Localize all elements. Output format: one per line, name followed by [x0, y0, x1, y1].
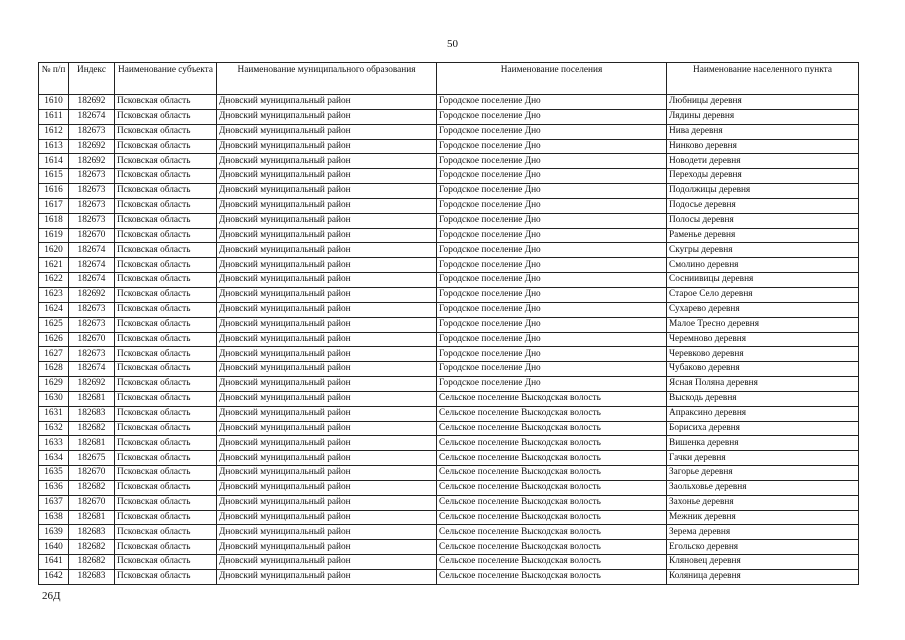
cell-municipality: Дновский муниципальный район [217, 109, 437, 124]
cell-subject: Псковская область [115, 332, 217, 347]
cell-municipality: Дновский муниципальный район [217, 213, 437, 228]
cell-municipality: Дновский муниципальный район [217, 198, 437, 213]
cell-locality: Выскодь деревня [667, 391, 859, 406]
cell-municipality: Дновский муниципальный район [217, 243, 437, 258]
cell-num: 1622 [39, 273, 69, 288]
cell-settlement: Сельское поселение Выскодская волость [437, 495, 667, 510]
cell-settlement: Сельское поселение Выскодская волость [437, 555, 667, 570]
cell-index: 182692 [69, 95, 115, 110]
cell-index: 182674 [69, 243, 115, 258]
cell-settlement: Городское поселение Дно [437, 95, 667, 110]
cell-locality: Раменье деревня [667, 228, 859, 243]
cell-subject: Псковская область [115, 451, 217, 466]
table-row [39, 362, 859, 377]
cell-index: 182675 [69, 451, 115, 466]
cell-index: 182692 [69, 154, 115, 169]
cell-index: 182681 [69, 510, 115, 525]
cell-municipality: Дновский муниципальный район [217, 184, 437, 199]
cell-index: 182692 [69, 287, 115, 302]
cell-index: 182674 [69, 273, 115, 288]
cell-locality: Новодети деревня [667, 154, 859, 169]
cell-settlement: Городское поселение Дно [437, 169, 667, 184]
cell-subject: Псковская область [115, 228, 217, 243]
cell-locality: Зерема деревня [667, 525, 859, 540]
cell-num: 1635 [39, 466, 69, 481]
cell-subject: Псковская область [115, 302, 217, 317]
cell-municipality: Дновский муниципальный район [217, 273, 437, 288]
cell-subject: Псковская область [115, 169, 217, 184]
cell-locality: Чубаково деревня [667, 362, 859, 377]
table-row [39, 154, 859, 169]
table-row [39, 139, 859, 154]
cell-locality: Загорье деревня [667, 466, 859, 481]
cell-municipality: Дновский муниципальный район [217, 480, 437, 495]
cell-municipality: Дновский муниципальный район [217, 510, 437, 525]
cell-index: 182673 [69, 124, 115, 139]
table-row [39, 510, 859, 525]
table-row [39, 332, 859, 347]
table-row [39, 555, 859, 570]
cell-num: 1621 [39, 258, 69, 273]
cell-subject: Псковская область [115, 287, 217, 302]
cell-index: 182670 [69, 495, 115, 510]
cell-settlement: Сельское поселение Выскодская волость [437, 570, 667, 585]
cell-locality: Сосниивицы деревня [667, 273, 859, 288]
cell-index: 182673 [69, 213, 115, 228]
cell-municipality: Дновский муниципальный район [217, 391, 437, 406]
header-subject: Наименование субъекта [115, 63, 217, 95]
cell-subject: Псковская область [115, 436, 217, 451]
localities-table [38, 62, 859, 585]
cell-num: 1625 [39, 317, 69, 332]
table-row [39, 302, 859, 317]
cell-num: 1614 [39, 154, 69, 169]
cell-locality: Захонье деревня [667, 495, 859, 510]
cell-locality: Коляница деревня [667, 570, 859, 585]
cell-settlement: Городское поселение Дно [437, 228, 667, 243]
cell-settlement: Городское поселение Дно [437, 347, 667, 362]
cell-num: 1641 [39, 555, 69, 570]
cell-index: 182682 [69, 540, 115, 555]
cell-num: 1631 [39, 406, 69, 421]
cell-municipality: Дновский муниципальный район [217, 421, 437, 436]
cell-municipality: Дновский муниципальный район [217, 347, 437, 362]
cell-num: 1615 [39, 169, 69, 184]
cell-num: 1610 [39, 95, 69, 110]
cell-settlement: Городское поселение Дно [437, 109, 667, 124]
cell-municipality: Дновский муниципальный район [217, 95, 437, 110]
cell-settlement: Городское поселение Дно [437, 154, 667, 169]
cell-num: 1632 [39, 421, 69, 436]
table-row [39, 570, 859, 585]
header-municipality: Наименование муниципального образования [217, 63, 437, 95]
cell-num: 1617 [39, 198, 69, 213]
cell-index: 182674 [69, 109, 115, 124]
table-row [39, 317, 859, 332]
cell-num: 1612 [39, 124, 69, 139]
cell-subject: Псковская область [115, 362, 217, 377]
cell-locality: Подолжицы деревня [667, 184, 859, 199]
cell-municipality: Дновский муниципальный район [217, 406, 437, 421]
cell-index: 182683 [69, 406, 115, 421]
cell-subject: Псковская область [115, 317, 217, 332]
cell-settlement: Городское поселение Дно [437, 124, 667, 139]
cell-index: 182673 [69, 347, 115, 362]
table-row [39, 525, 859, 540]
cell-municipality: Дновский муниципальный район [217, 436, 437, 451]
table-row [39, 377, 859, 392]
cell-subject: Псковская область [115, 540, 217, 555]
cell-municipality: Дновский муниципальный район [217, 332, 437, 347]
cell-num: 1640 [39, 540, 69, 555]
table-row [39, 480, 859, 495]
cell-locality: Подосье деревня [667, 198, 859, 213]
cell-locality: Нива деревня [667, 124, 859, 139]
cell-subject: Псковская область [115, 347, 217, 362]
table-row [39, 406, 859, 421]
cell-settlement: Сельское поселение Выскодская волость [437, 436, 667, 451]
cell-settlement: Городское поселение Дно [437, 213, 667, 228]
cell-settlement: Городское поселение Дно [437, 243, 667, 258]
cell-locality: Ясная Поляна деревня [667, 377, 859, 392]
cell-subject: Псковская область [115, 555, 217, 570]
cell-index: 182673 [69, 317, 115, 332]
cell-settlement: Сельское поселение Выскодская волость [437, 510, 667, 525]
cell-locality: Переходы деревня [667, 169, 859, 184]
table-row [39, 198, 859, 213]
cell-index: 182673 [69, 198, 115, 213]
cell-locality: Сухарево деревня [667, 302, 859, 317]
cell-settlement: Городское поселение Дно [437, 362, 667, 377]
table-row [39, 184, 859, 199]
cell-index: 182673 [69, 302, 115, 317]
cell-locality: Вишенка деревня [667, 436, 859, 451]
table-row [39, 436, 859, 451]
cell-num: 1628 [39, 362, 69, 377]
table-row [39, 258, 859, 273]
cell-num: 1611 [39, 109, 69, 124]
cell-num: 1630 [39, 391, 69, 406]
cell-num: 1616 [39, 184, 69, 199]
cell-settlement: Городское поселение Дно [437, 273, 667, 288]
table-row [39, 466, 859, 481]
cell-settlement: Городское поселение Дно [437, 139, 667, 154]
cell-locality: Нинково деревня [667, 139, 859, 154]
cell-settlement: Сельское поселение Выскодская волость [437, 391, 667, 406]
cell-subject: Псковская область [115, 273, 217, 288]
cell-locality: Заольховье деревня [667, 480, 859, 495]
cell-settlement: Городское поселение Дно [437, 377, 667, 392]
cell-locality: Любницы деревня [667, 95, 859, 110]
cell-locality: Полосы деревня [667, 213, 859, 228]
cell-subject: Псковская область [115, 466, 217, 481]
cell-municipality: Дновский муниципальный район [217, 451, 437, 466]
cell-num: 1627 [39, 347, 69, 362]
cell-subject: Псковская область [115, 570, 217, 585]
cell-municipality: Дновский муниципальный район [217, 525, 437, 540]
cell-subject: Псковская область [115, 510, 217, 525]
table-row [39, 213, 859, 228]
table-body [39, 95, 859, 585]
table-row [39, 347, 859, 362]
cell-subject: Псковская область [115, 109, 217, 124]
cell-subject: Псковская область [115, 139, 217, 154]
cell-num: 1619 [39, 228, 69, 243]
cell-municipality: Дновский муниципальный район [217, 317, 437, 332]
cell-subject: Псковская область [115, 258, 217, 273]
cell-settlement: Сельское поселение Выскодская волость [437, 466, 667, 481]
cell-index: 182670 [69, 332, 115, 347]
cell-settlement: Сельское поселение Выскодская волость [437, 540, 667, 555]
cell-settlement: Сельское поселение Выскодская волость [437, 451, 667, 466]
cell-locality: Межник деревня [667, 510, 859, 525]
header-locality: Наименование населенного пункта [667, 63, 859, 95]
cell-num: 1624 [39, 302, 69, 317]
cell-settlement: Городское поселение Дно [437, 287, 667, 302]
cell-num: 1626 [39, 332, 69, 347]
cell-subject: Псковская область [115, 184, 217, 199]
cell-num: 1613 [39, 139, 69, 154]
cell-index: 182682 [69, 421, 115, 436]
table-row [39, 124, 859, 139]
cell-settlement: Сельское поселение Выскодская волость [437, 421, 667, 436]
cell-num: 1634 [39, 451, 69, 466]
cell-subject: Псковская область [115, 95, 217, 110]
table-row [39, 109, 859, 124]
cell-subject: Псковская область [115, 480, 217, 495]
cell-index: 182670 [69, 228, 115, 243]
header-num: № п/п [39, 63, 69, 95]
page-number: 50 [447, 38, 458, 50]
cell-num: 1642 [39, 570, 69, 585]
cell-settlement: Городское поселение Дно [437, 302, 667, 317]
cell-municipality: Дновский муниципальный район [217, 362, 437, 377]
cell-locality: Черемново деревня [667, 332, 859, 347]
cell-subject: Псковская область [115, 495, 217, 510]
cell-subject: Псковская область [115, 198, 217, 213]
cell-locality: Егольско деревня [667, 540, 859, 555]
cell-num: 1639 [39, 525, 69, 540]
cell-locality: Малое Тресно деревня [667, 317, 859, 332]
cell-settlement: Сельское поселение Выскодская волость [437, 480, 667, 495]
cell-index: 182673 [69, 169, 115, 184]
cell-index: 182681 [69, 436, 115, 451]
table-row [39, 421, 859, 436]
table-row [39, 287, 859, 302]
cell-subject: Псковская область [115, 525, 217, 540]
cell-index: 182682 [69, 555, 115, 570]
cell-locality: Апраксино деревня [667, 406, 859, 421]
cell-settlement: Сельское поселение Выскодская волость [437, 406, 667, 421]
cell-index: 182673 [69, 184, 115, 199]
cell-locality: Гачки деревня [667, 451, 859, 466]
cell-index: 182692 [69, 139, 115, 154]
cell-settlement: Городское поселение Дно [437, 258, 667, 273]
document-sheet [38, 62, 858, 585]
cell-index: 182674 [69, 258, 115, 273]
cell-index: 182670 [69, 466, 115, 481]
cell-municipality: Дновский муниципальный район [217, 540, 437, 555]
cell-municipality: Дновский муниципальный район [217, 169, 437, 184]
cell-num: 1623 [39, 287, 69, 302]
cell-municipality: Дновский муниципальный район [217, 228, 437, 243]
cell-subject: Псковская область [115, 124, 217, 139]
table-row [39, 540, 859, 555]
table-row [39, 169, 859, 184]
cell-locality: Лядины деревня [667, 109, 859, 124]
cell-settlement: Городское поселение Дно [437, 317, 667, 332]
cell-index: 182682 [69, 480, 115, 495]
cell-num: 1633 [39, 436, 69, 451]
cell-subject: Псковская область [115, 421, 217, 436]
cell-settlement: Городское поселение Дно [437, 184, 667, 199]
table-row [39, 228, 859, 243]
cell-index: 182692 [69, 377, 115, 392]
cell-settlement: Городское поселение Дно [437, 198, 667, 213]
cell-locality: Старое Село деревня [667, 287, 859, 302]
cell-municipality: Дновский муниципальный район [217, 139, 437, 154]
cell-index: 182683 [69, 525, 115, 540]
cell-subject: Псковская область [115, 377, 217, 392]
footer-code: 26Д [42, 590, 61, 602]
cell-num: 1637 [39, 495, 69, 510]
cell-municipality: Дновский муниципальный район [217, 287, 437, 302]
header-index: Индекс [69, 63, 115, 95]
cell-locality: Скугры деревня [667, 243, 859, 258]
cell-index: 182674 [69, 362, 115, 377]
cell-subject: Псковская область [115, 213, 217, 228]
cell-locality: Борисиха деревня [667, 421, 859, 436]
header-settlement: Наименование поселения [437, 63, 667, 95]
cell-num: 1636 [39, 480, 69, 495]
cell-municipality: Дновский муниципальный район [217, 302, 437, 317]
cell-municipality: Дновский муниципальный район [217, 154, 437, 169]
cell-subject: Псковская область [115, 406, 217, 421]
table-row [39, 273, 859, 288]
cell-municipality: Дновский муниципальный район [217, 555, 437, 570]
cell-municipality: Дновский муниципальный район [217, 377, 437, 392]
cell-index: 182681 [69, 391, 115, 406]
cell-municipality: Дновский муниципальный район [217, 124, 437, 139]
table-row [39, 451, 859, 466]
cell-settlement: Городское поселение Дно [437, 332, 667, 347]
table-row [39, 95, 859, 110]
cell-municipality: Дновский муниципальный район [217, 258, 437, 273]
table-row [39, 243, 859, 258]
table-row [39, 495, 859, 510]
cell-num: 1618 [39, 213, 69, 228]
cell-num: 1620 [39, 243, 69, 258]
cell-num: 1638 [39, 510, 69, 525]
cell-municipality: Дновский муниципальный район [217, 570, 437, 585]
cell-settlement: Сельское поселение Выскодская волость [437, 525, 667, 540]
cell-num: 1629 [39, 377, 69, 392]
cell-locality: Смолино деревня [667, 258, 859, 273]
cell-municipality: Дновский муниципальный район [217, 495, 437, 510]
cell-index: 182683 [69, 570, 115, 585]
table-header-row [39, 63, 859, 95]
cell-subject: Псковская область [115, 243, 217, 258]
cell-locality: Черевково деревня [667, 347, 859, 362]
table-row [39, 391, 859, 406]
cell-locality: Кляновец деревня [667, 555, 859, 570]
cell-subject: Псковская область [115, 391, 217, 406]
cell-subject: Псковская область [115, 154, 217, 169]
cell-municipality: Дновский муниципальный район [217, 466, 437, 481]
